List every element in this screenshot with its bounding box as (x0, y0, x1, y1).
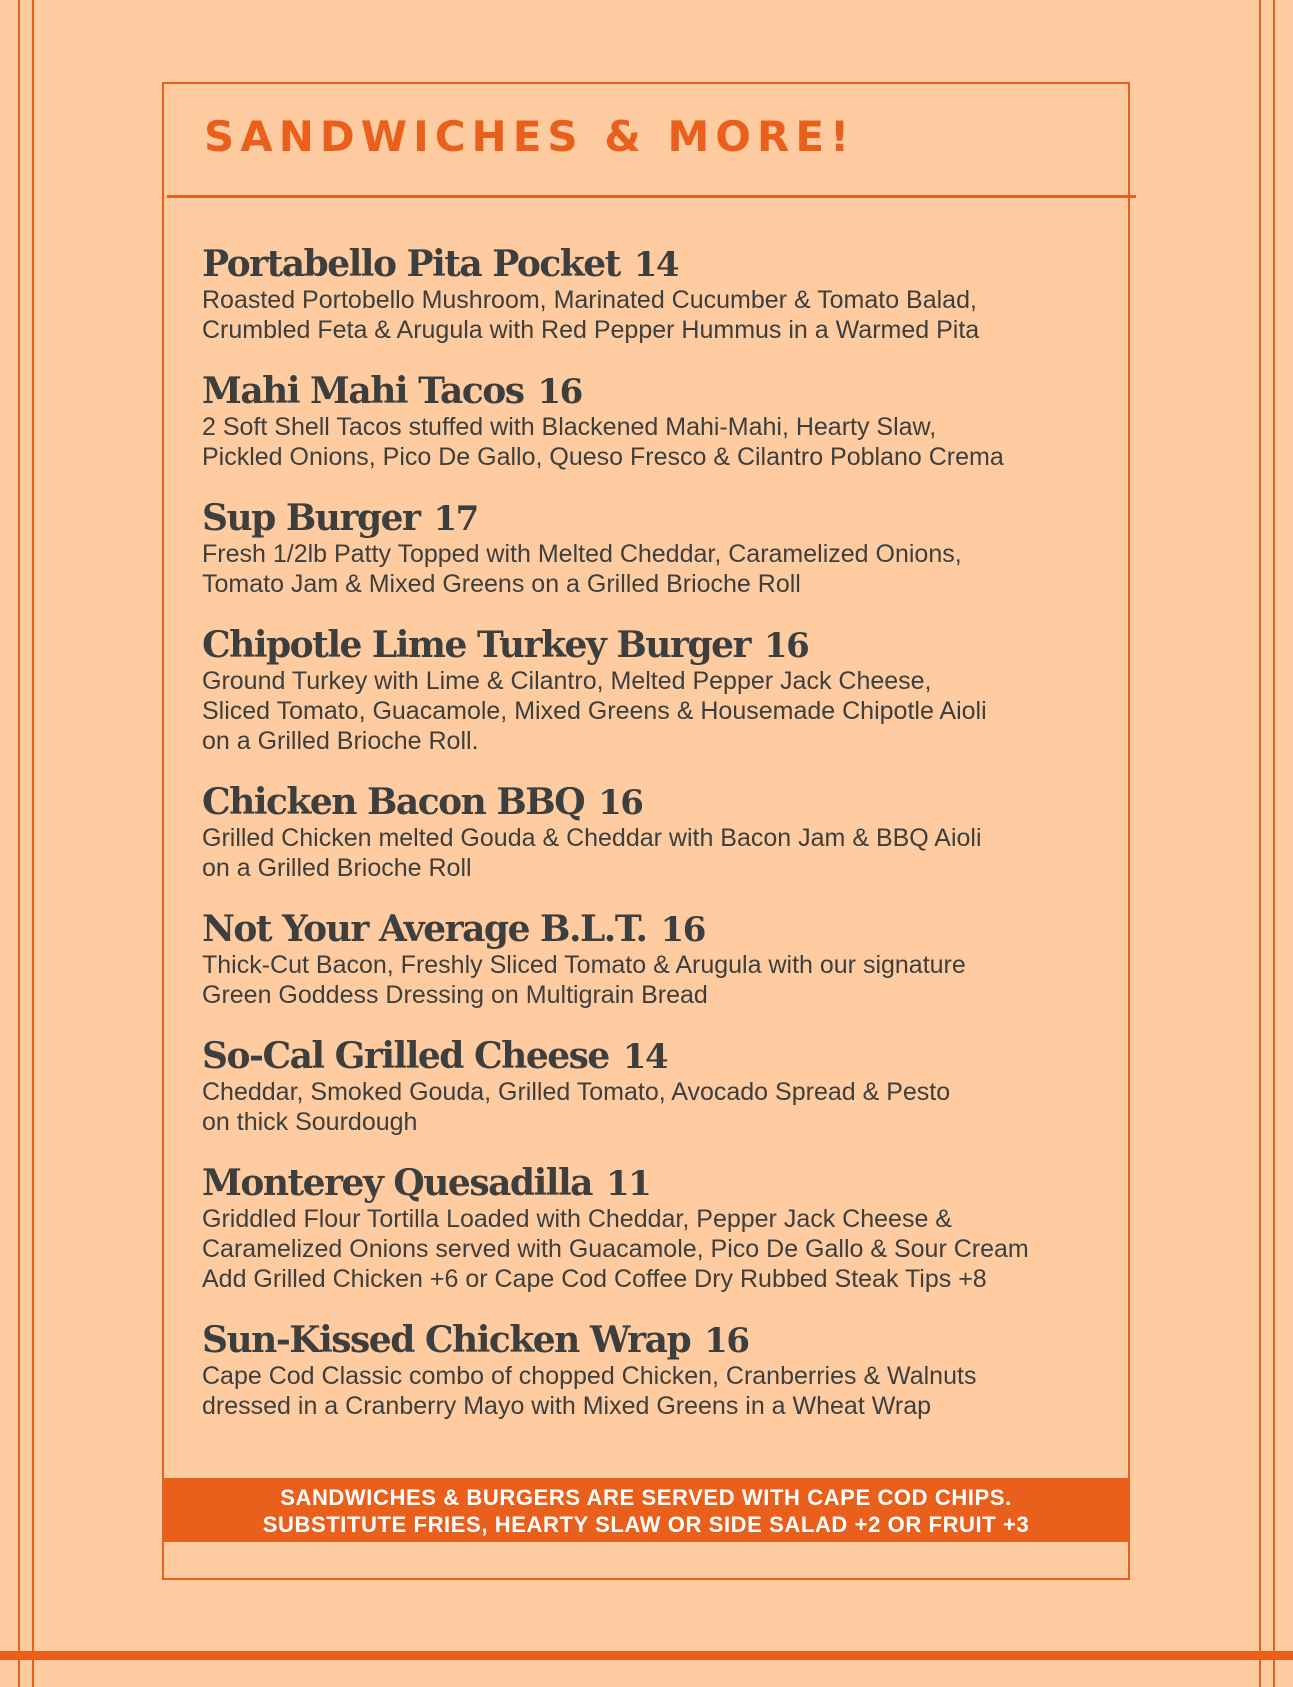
menu-item-heading (202, 1163, 1120, 1204)
menu-item-name: Portabello Pita Pocket (202, 243, 620, 285)
menu-item-heading (202, 1036, 1120, 1077)
menu-item-description: Griddled Flour Tortilla Loaded with Cheddar, Pepper Jack Cheese & Caramelized Onions served with Guacamole, Pico De Gallo & Sour Cream Add Grilled Chicken +6 or Cape Cod Coffee Dry Rubbed Steak Tips +8 (202, 1205, 1029, 1293)
menu-item-name: So-Cal Grilled Cheese (202, 1035, 609, 1077)
menu-item-name: Sup Burger (202, 497, 420, 539)
menu-item-name: Not Your Average B.L.T. (202, 908, 647, 950)
menu-item (202, 909, 1120, 1010)
menu-item-description: Roasted Portobello Mushroom, Marinated Cucumber & Tomato Balad, Crumbled Feta & Arugula with Red Pepper Hummus in a Warmed Pita (202, 286, 980, 344)
menu-item-description: Grilled Chicken melted Gouda & Cheddar with Bacon Jam & BBQ Aioli on a Grilled Brioche Roll (202, 824, 982, 882)
menu-item (202, 244, 1120, 345)
right-border-line-outer (1273, 0, 1275, 1687)
menu-item-price: 16 (598, 783, 643, 823)
menu-item-heading (202, 625, 1120, 666)
menu-items (202, 244, 1120, 1447)
menu-item-name: Mahi Mahi Tacos (202, 370, 524, 412)
right-border-line-inner (1259, 0, 1261, 1687)
menu-item (202, 1163, 1120, 1294)
menu-item-price: 17 (433, 499, 478, 539)
menu-item-description: 2 Soft Shell Tacos stuffed with Blackened Mahi-Mahi, Hearty Slaw, Pickled Onions, Pico De Gallo, Queso Fresco & Cilantro Poblano Crema (202, 413, 1004, 471)
menu-item-description: Ground Turkey with Lime & Cilantro, Melted Pepper Jack Cheese, Sliced Tomato, Guacamole, Mixed Greens & Housemade Chipotle Aioli on a Grilled Brioche Roll. (202, 667, 987, 755)
menu-item-price: 16 (537, 372, 582, 412)
menu-item-heading (202, 371, 1120, 412)
menu-item-heading (202, 244, 1120, 285)
menu-item-heading (202, 1320, 1120, 1361)
menu-item-price: 11 (605, 1164, 651, 1204)
sides-notice-banner (164, 1478, 1128, 1542)
title-divider (167, 195, 1136, 198)
menu-item-price: 14 (622, 1037, 668, 1077)
menu-item-description: Fresh 1/2lb Patty Topped with Melted Cheddar, Caramelized Onions, Tomato Jam & Mixed Greens on a Grilled Brioche Roll (202, 540, 962, 598)
menu-item-description: Cheddar, Smoked Gouda, Grilled Tomato, Avocado Spread & Pesto on thick Sourdough (202, 1078, 951, 1136)
left-border-line-outer (18, 0, 20, 1687)
notice-line-1: SANDWICHES & BURGERS ARE SERVED WITH CAPE COD CHIPS. (280, 1485, 1012, 1510)
left-border-line-inner (32, 0, 34, 1687)
menu-item-price: 16 (660, 910, 705, 950)
menu-item-price: 16 (763, 626, 809, 666)
menu-item (202, 782, 1120, 883)
menu-item-description: Thick-Cut Bacon, Freshly Sliced Tomato & Arugula with our signature Green Goddess Dressing on Multigrain Bread (202, 951, 966, 1009)
menu-item-name: Sun-Kissed Chicken Wrap (202, 1319, 691, 1361)
menu-item-heading (202, 498, 1120, 539)
menu-frame (162, 82, 1130, 1580)
menu-item-price: 16 (704, 1321, 749, 1361)
menu-item-name: Chipotle Lime Turkey Burger (202, 624, 750, 666)
menu-item-price: 14 (633, 245, 679, 285)
menu-item (202, 498, 1120, 599)
menu-title: SANDWICHES & MORE! (204, 112, 856, 161)
menu-item (202, 371, 1120, 472)
notice-line-2: SUBSTITUTE FRIES, HEARTY SLAW OR SIDE SALAD +2 OR FRUIT +3 (262, 1512, 1030, 1537)
menu-item (202, 1320, 1120, 1421)
bottom-border-band (0, 1651, 1293, 1660)
menu-item-description: Cape Cod Classic combo of chopped Chicken, Cranberries & Walnuts dressed in a Cranberry Mayo with Mixed Greens in a Wheat Wrap (202, 1362, 977, 1420)
menu-item (202, 1036, 1120, 1137)
menu-item-heading (202, 909, 1120, 950)
menu-item-name: Chicken Bacon BBQ (202, 781, 585, 823)
menu-item (202, 625, 1120, 756)
menu-item-name: Monterey Quesadilla (202, 1162, 592, 1204)
menu-item-heading (202, 782, 1120, 823)
